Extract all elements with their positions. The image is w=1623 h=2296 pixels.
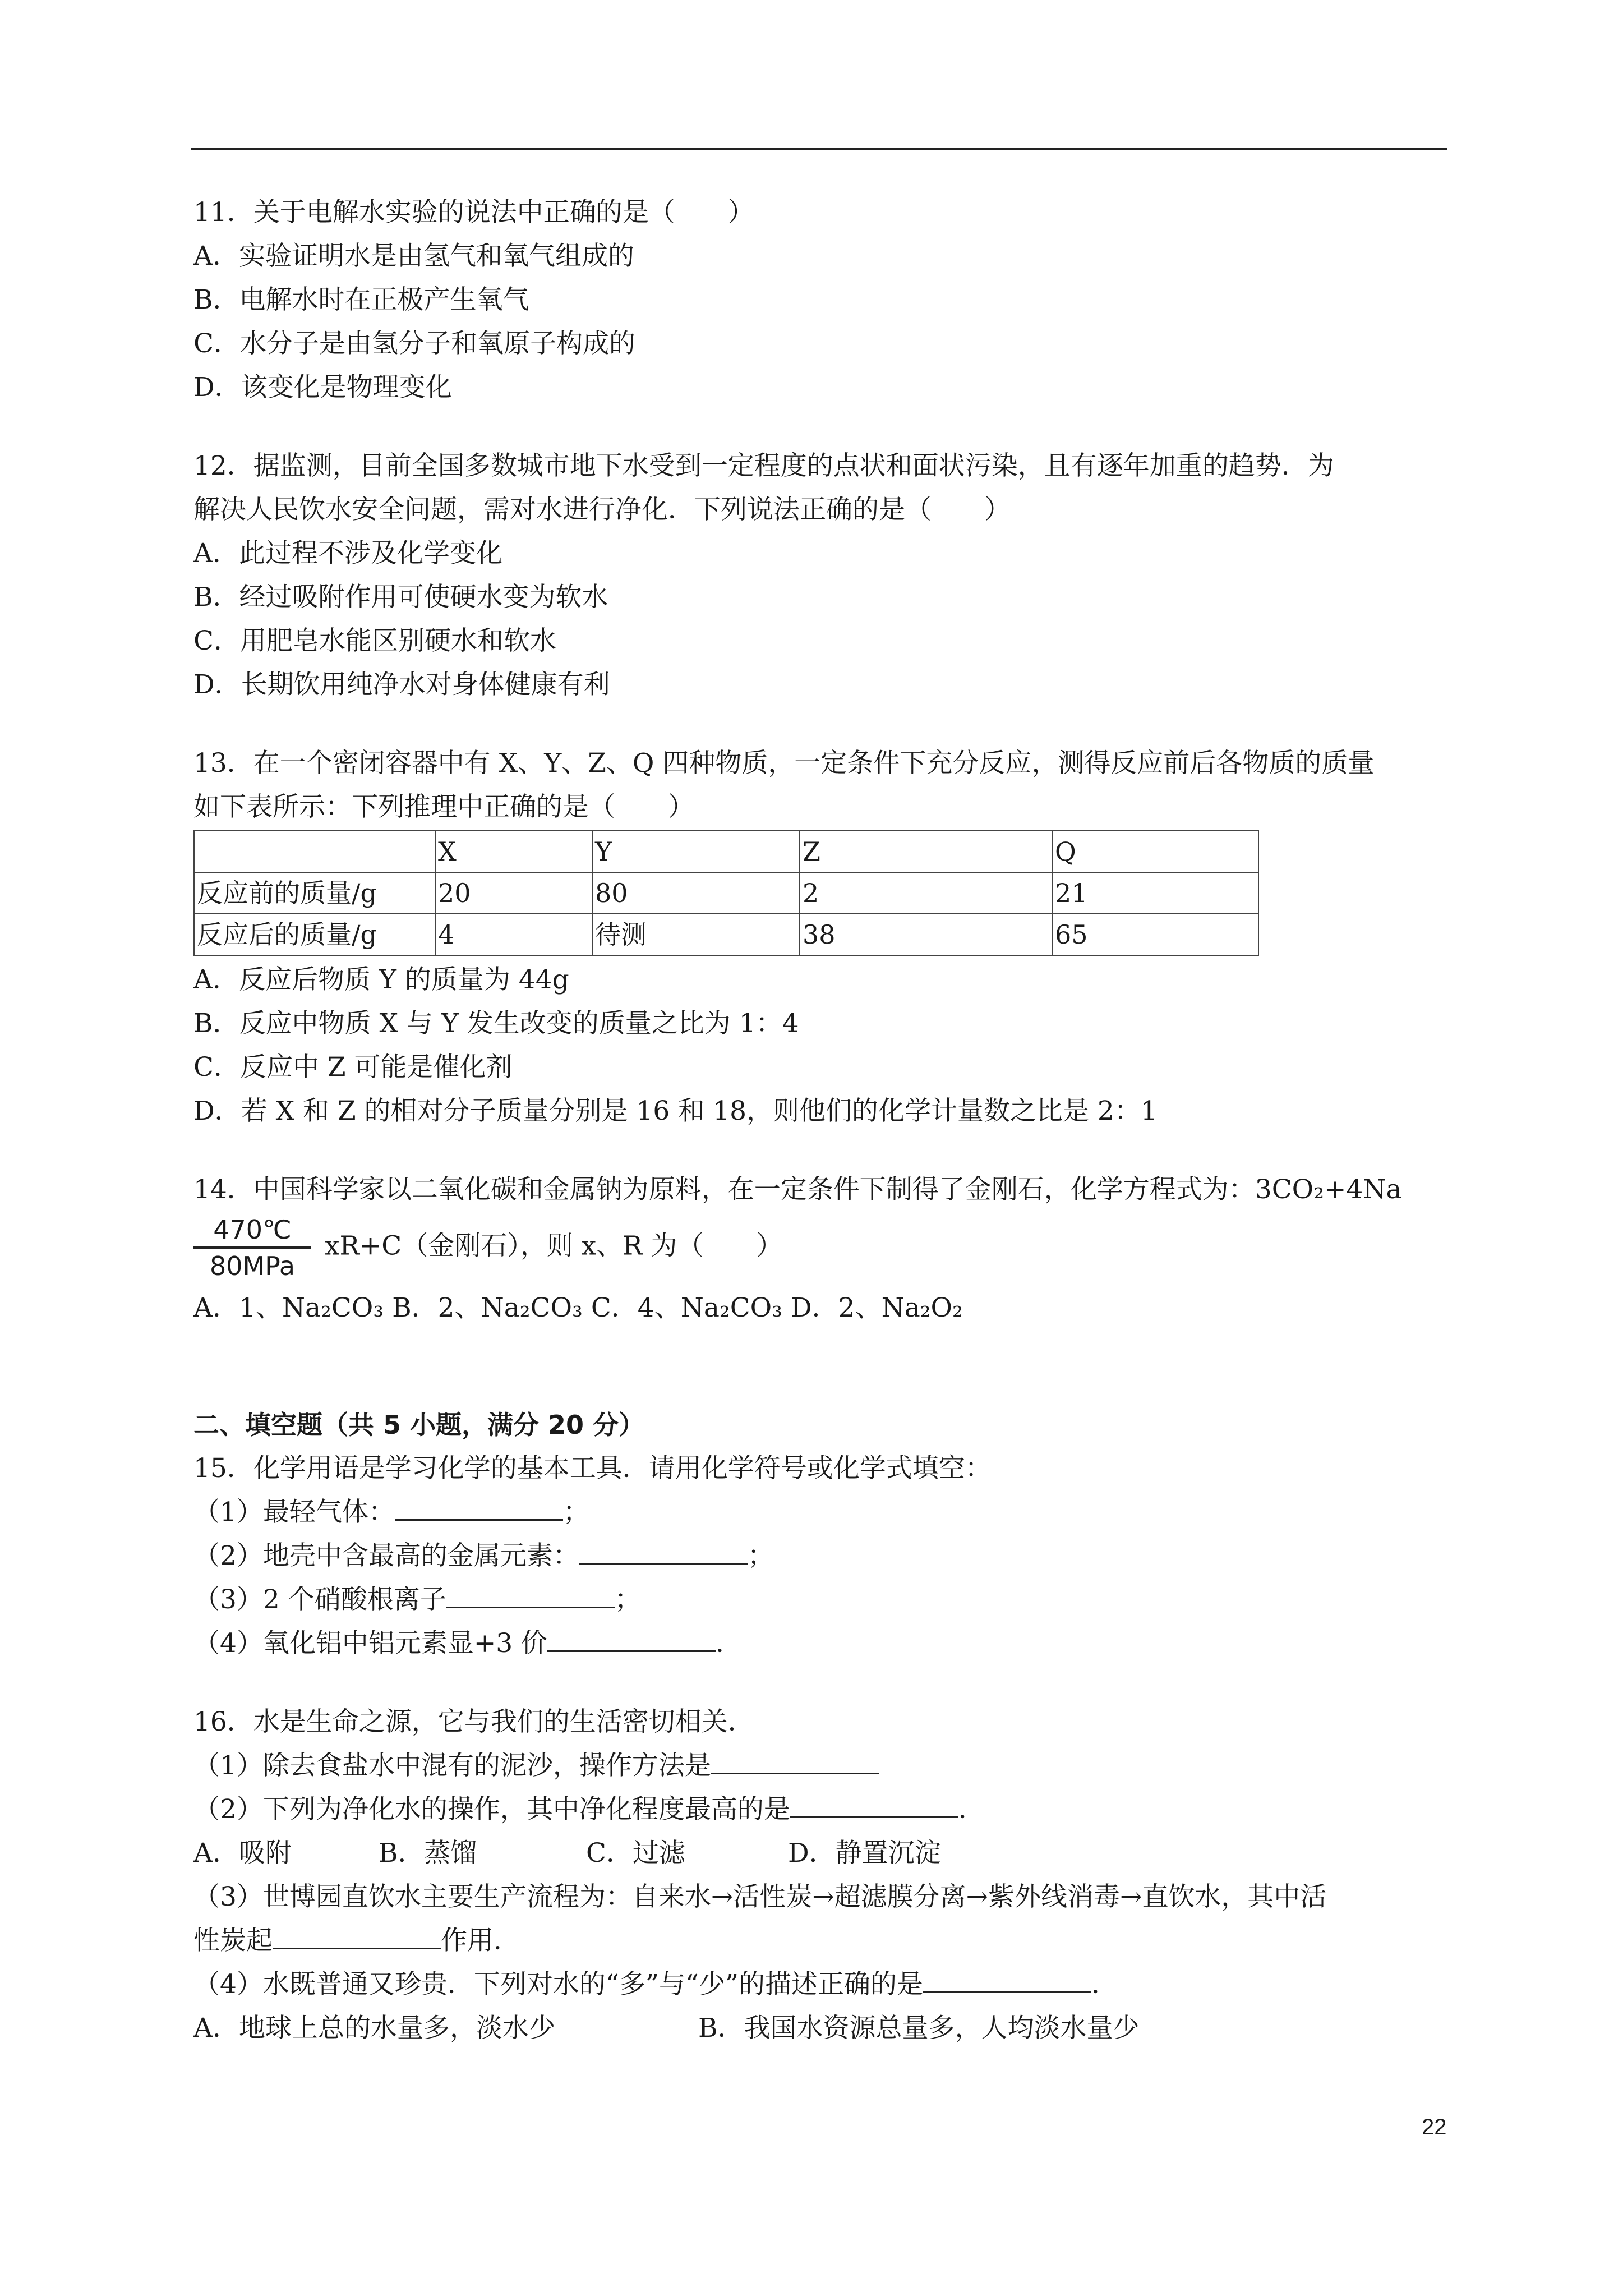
part-4-options	[193, 2007, 1450, 2050]
item-prefix: （4）氧化铝中铝元素显+3 价	[193, 1628, 548, 1659]
option-a: A．1、Na₂CO₃	[193, 1292, 384, 1323]
table-cell: Y	[592, 831, 800, 872]
reaction-condition-arrow	[193, 1215, 311, 1281]
question-stem-line1: 12．据监测，目前全国多数城市地下水受到一定程度的点状和面状污染，且有逐年加重的趋势．为	[193, 450, 1334, 481]
part-suffix: ．	[958, 1794, 985, 1825]
item-suffix: ；	[614, 1584, 641, 1615]
header-rule	[191, 148, 1447, 150]
item-prefix: （1）最轻气体：	[193, 1497, 395, 1527]
part-suffix: 作用．	[441, 1925, 520, 1956]
option-c: C．水分子是由氢分子和氧原子构成的	[193, 328, 635, 359]
part-suffix: ．	[1091, 1969, 1118, 2000]
option-b: B．蒸馏	[379, 1838, 477, 1869]
table-cell: 反应前的质量/g	[194, 872, 435, 914]
part-prefix: （2）下列为净化水的操作，其中净化程度最高的是	[193, 1794, 790, 1825]
question-13	[193, 742, 1450, 1133]
item-suffix: ；	[562, 1497, 589, 1527]
option-c: C．用肥皂水能区别硬水和软水	[193, 625, 556, 656]
question-stem-line1: 14．中国科学家以二氧化碳和金属钠为原料，在一定条件下制得了金刚石，化学方程式为：3CO₂+4Na	[193, 1174, 1402, 1205]
part-1	[193, 1744, 1450, 1788]
part-prefix: 性炭起	[193, 1925, 273, 1956]
condition-temperature: 470℃	[213, 1214, 292, 1245]
fill-item-2	[193, 1534, 1450, 1578]
option-a: A．反应后物质 Y 的质量为 44g	[193, 964, 569, 995]
fill-item-1	[193, 1490, 1450, 1534]
question-stem: 11．关于电解水实验的说法中正确的是（ ）	[193, 197, 754, 228]
fill-item-3	[193, 1578, 1450, 1622]
question-stem-line2: 解决人民饮水安全问题，需对水进行净化．下列说法正确的是（ ）	[193, 494, 1011, 525]
table-row	[194, 914, 1258, 955]
condition-pressure: 80MPa	[209, 1251, 296, 1281]
page-number: 22	[1422, 2115, 1447, 2139]
question-stem: 16．水是生命之源，它与我们的生活密切相关．	[193, 1706, 754, 1737]
option-d: D．2、Na₂O₂	[790, 1292, 963, 1323]
reaction-arrow	[193, 1246, 311, 1249]
answer-blank[interactable]	[395, 1497, 563, 1521]
table-header-row	[194, 831, 1258, 872]
page-content	[193, 191, 1450, 2050]
table-cell: X	[435, 831, 592, 872]
item-prefix: （3）2 个硝酸根离子	[193, 1584, 446, 1615]
item-suffix: ；	[747, 1540, 774, 1571]
table-cell	[194, 831, 435, 872]
option-b: B．电解水时在正极产生氧气	[193, 284, 529, 315]
option-a: A．此过程不涉及化学变化	[193, 538, 502, 569]
item-suffix: ．	[716, 1628, 743, 1659]
part-4	[193, 1963, 1450, 2007]
question-stem-line1: 13．在一个密闭容器中有 X、Y、Z、Q 四种物质，一定条件下充分反应，测得反应前后各物质的质量	[193, 748, 1375, 779]
answer-blank[interactable]	[273, 1925, 441, 1949]
part-2	[193, 1788, 1450, 1832]
table-cell: Z	[800, 831, 1052, 872]
answer-blank[interactable]	[446, 1584, 615, 1608]
part-prefix: （1）除去食盐水中混有的泥沙，操作方法是	[193, 1750, 711, 1781]
option-c: C．过滤	[586, 1838, 685, 1869]
reaction-line	[193, 1215, 1450, 1281]
part-prefix: （4）水既普通又珍贵．下列对水的“多”与“少”的描述正确的是	[193, 1969, 924, 2000]
answer-blank[interactable]	[711, 1750, 879, 1774]
option-d: D．该变化是物理变化	[193, 372, 452, 403]
question-12	[193, 444, 1450, 707]
option-b: B．2、Na₂CO₃	[392, 1292, 583, 1323]
answer-blank[interactable]	[790, 1794, 958, 1818]
table-cell: 2	[800, 872, 1052, 914]
table-cell: 待测	[592, 914, 800, 955]
option-d: D．长期饮用纯净水对身体健康有利	[193, 669, 610, 700]
option-c: C．4、Na₂CO₃	[591, 1292, 783, 1323]
option-b: B．反应中物质 X 与 Y 发生改变的质量之比为 1：4	[193, 1008, 799, 1039]
table-cell: Q	[1052, 831, 1258, 872]
part-3-line2	[193, 1919, 1450, 1963]
item-prefix: （2）地壳中含最高的金属元素：	[193, 1540, 579, 1571]
question-15	[193, 1447, 1450, 1665]
question-16	[193, 1700, 1450, 2050]
option-a: A．实验证明水是由氢气和氧气组成的	[193, 241, 634, 272]
part-3-line1: （3）世博园直饮水主要生产流程为：自来水→活性炭→超滤膜分离→紫外线消毒→直饮水，其中活	[193, 1881, 1327, 1912]
table-cell: 20	[435, 872, 592, 914]
mass-table	[193, 830, 1259, 956]
option-b: B．我国水资源总量多，人均淡水量少	[698, 2013, 1140, 2044]
option-a: A．吸附	[193, 1838, 292, 1869]
question-11	[193, 191, 1450, 409]
option-d: D．若 X 和 Z 的相对分子质量分别是 16 和 18，则他们的化学计量数之比是 2：1	[193, 1096, 1158, 1126]
section-title: 二、填空题（共 5 小题，满分 20 分）	[193, 1410, 645, 1440]
table-cell: 80	[592, 872, 800, 914]
answer-blank[interactable]	[547, 1628, 716, 1652]
options-row	[193, 1286, 1450, 1330]
fill-item-4	[193, 1622, 1450, 1665]
answer-blank[interactable]	[923, 1969, 1091, 1993]
part-2-options	[193, 1832, 1450, 1875]
table-cell: 38	[800, 914, 1052, 955]
table-row	[194, 872, 1258, 914]
option-c: C．反应中 Z 可能是催化剂	[193, 1052, 513, 1083]
option-a: A．地球上总的水量多，淡水少	[193, 2013, 555, 2044]
question-14	[193, 1168, 1450, 1330]
question-stem-rest: xR+C（金刚石），则 x、R 为（ ）	[325, 1230, 783, 1262]
answer-blank[interactable]	[579, 1540, 748, 1565]
option-b: B．经过吸附作用可使硬水变为软水	[193, 582, 608, 613]
table-cell: 65	[1052, 914, 1258, 955]
table-cell: 反应后的质量/g	[194, 914, 435, 955]
table-cell: 4	[435, 914, 592, 955]
question-stem: 15．化学用语是学习化学的基本工具．请用化学符号或化学式填空：	[193, 1453, 992, 1484]
section-2	[193, 1403, 1450, 1665]
table-cell: 21	[1052, 872, 1258, 914]
question-stem-line2: 如下表所示：下列推理中正确的是（ ）	[193, 792, 694, 822]
option-d: D．静置沉淀	[788, 1838, 941, 1869]
